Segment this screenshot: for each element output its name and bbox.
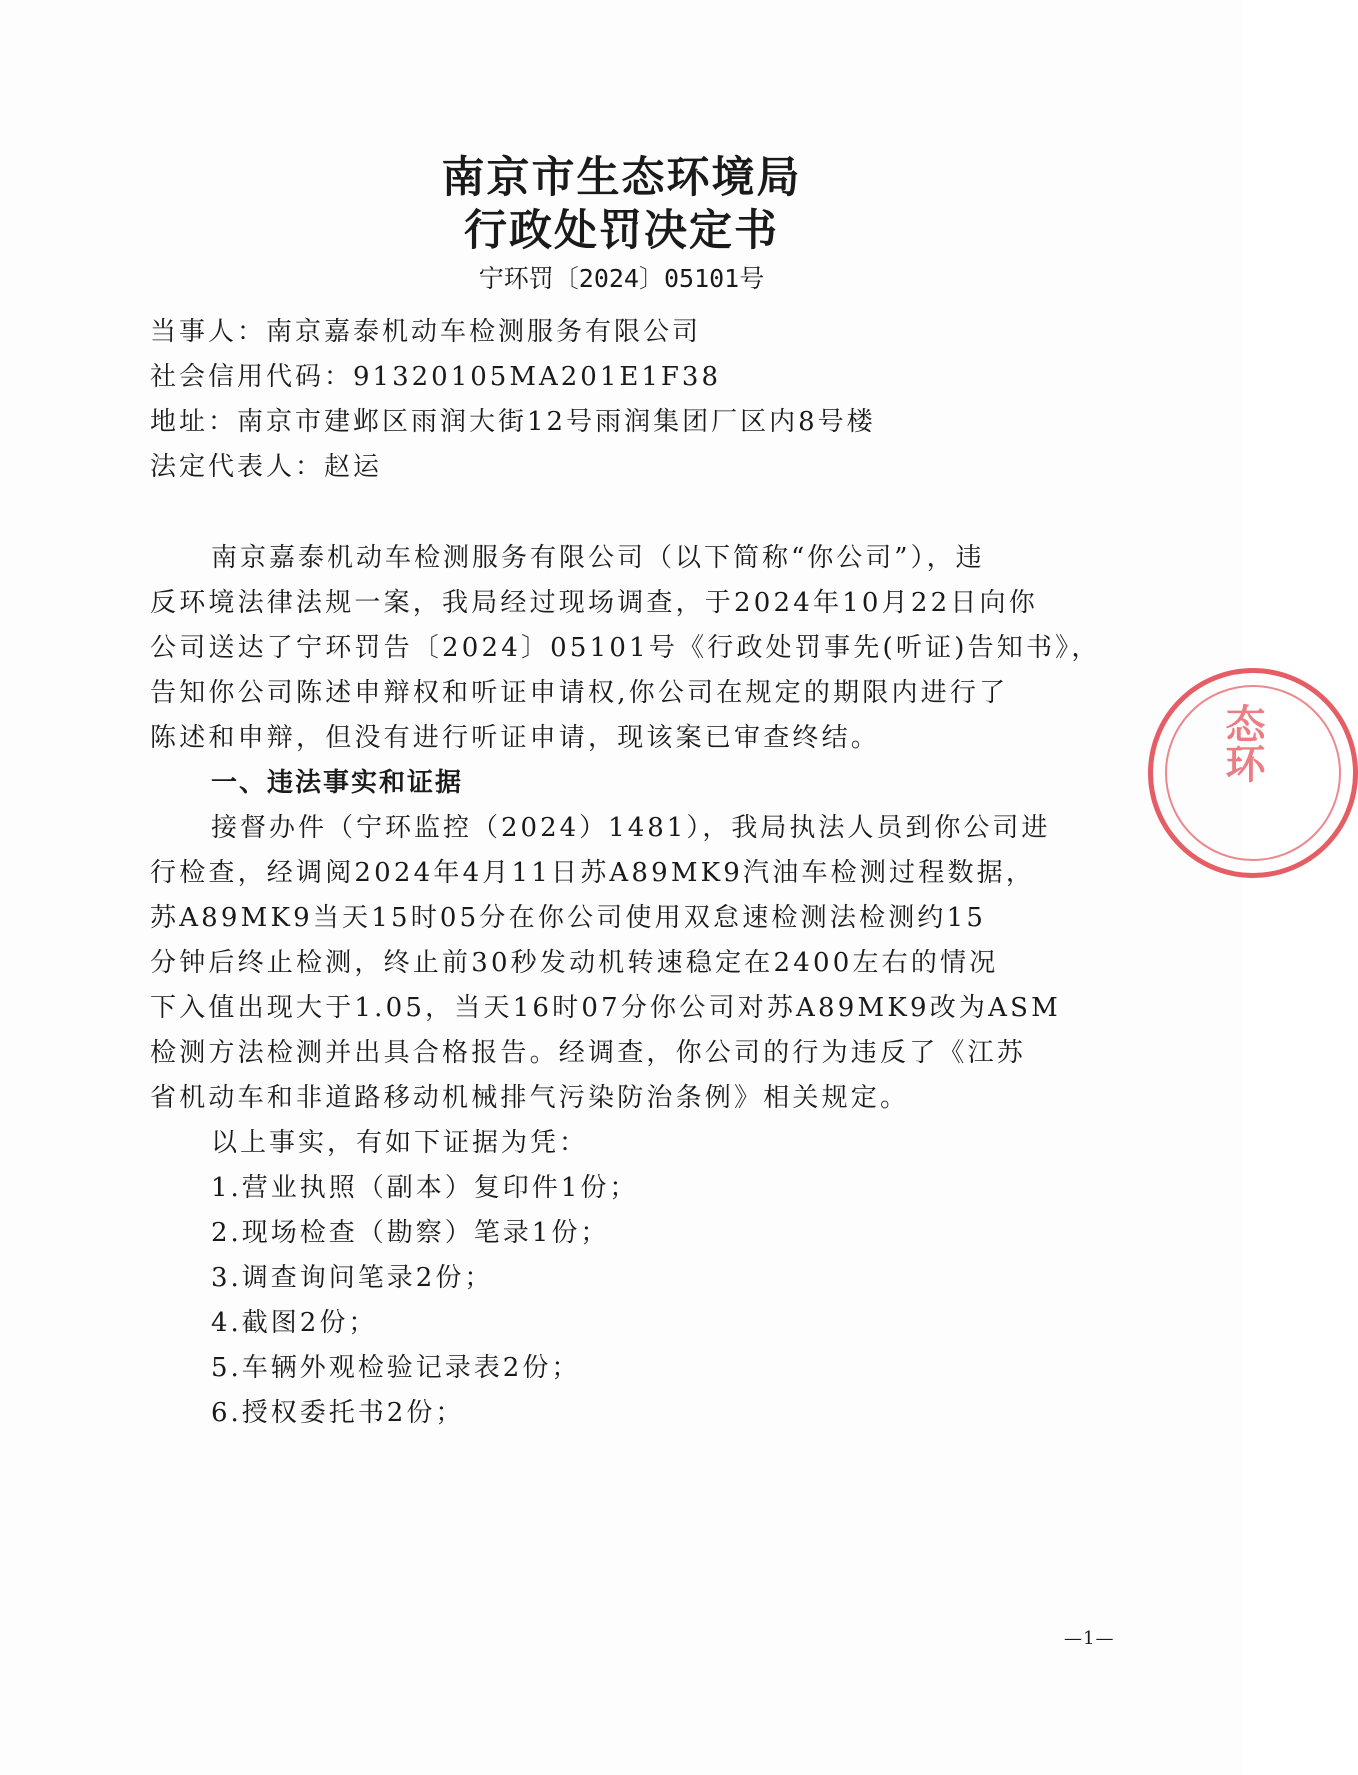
evidence-intro: 以上事实，有如下证据为凭：	[211, 1128, 589, 1158]
facts-line: 检测方法检测并出具合格报告。经调查，你公司的行为违反了《江苏	[150, 1038, 1027, 1068]
facts-line: 下入值出现大于1.05，当天16时07分你公司对苏A89MK9改为ASM	[150, 993, 1061, 1023]
facts-line: 苏A89MK9当天15时05分在你公司使用双怠速检测法检测约15	[150, 903, 987, 933]
document-title-line1: 南京市生态环境局	[441, 153, 802, 203]
evidence-item: 3.调查询问笔录2份；	[211, 1263, 494, 1293]
facts-line: 分钟后终止检测，终止前30秒发动机转速稳定在2400左右的情况	[150, 948, 999, 978]
evidence-item: 6.授权委托书2份；	[211, 1398, 465, 1428]
seal-partial-text: 态环	[1219, 703, 1266, 783]
section-heading: 一、违法事实和证据	[211, 768, 464, 798]
party-legal-representative: 法定代表人：赵运	[150, 452, 383, 482]
intro-line: 南京嘉泰机动车检测服务有限公司（以下简称“你公司”），违	[211, 543, 985, 573]
facts-line: 省机动车和非道路移动机械排气污染防治条例》相关规定。	[150, 1083, 910, 1113]
facts-line: 行检查，经调阅2024年4月11日苏A89MK9汽油车检测过程数据，	[150, 858, 1036, 888]
evidence-item: 1.营业执照（副本）复印件1份；	[211, 1173, 639, 1203]
page-number: —1—	[1064, 1628, 1115, 1649]
intro-line: 陈述和申辩，但没有进行听证申请，现该案已审查终结。	[150, 723, 881, 753]
intro-line: 公司送达了宁环罚告〔2024〕05101号《行政处罚事先(听证)告知书》，	[150, 633, 1101, 663]
party-address: 地址：南京市建邺区雨润大街12号雨润集团厂区内8号楼	[150, 407, 876, 437]
intro-line: 反环境法律法规一案，我局经过现场调查，于2024年10月22日向你	[150, 588, 1038, 618]
official-seal	[1148, 668, 1358, 878]
evidence-item: 2.现场检查（勘察）笔录1份；	[211, 1218, 610, 1248]
party-credit-code: 社会信用代码：91320105MA201E1F38	[150, 362, 722, 392]
intro-line: 告知你公司陈述申辩权和听证申请权,你公司在规定的期限内进行了	[150, 678, 1009, 708]
facts-line: 接督办件（宁环监控（2024）1481），我局执法人员到你公司进	[211, 813, 1051, 843]
party-name: 当事人：南京嘉泰机动车检测服务有限公司	[150, 317, 702, 347]
document-number: 宁环罚〔2024〕05101号	[478, 264, 765, 293]
evidence-item: 4.截图2份；	[211, 1308, 378, 1338]
document-title-line2: 行政处罚决定书	[464, 206, 779, 256]
evidence-item: 5.车辆外观检验记录表2份；	[211, 1353, 581, 1383]
